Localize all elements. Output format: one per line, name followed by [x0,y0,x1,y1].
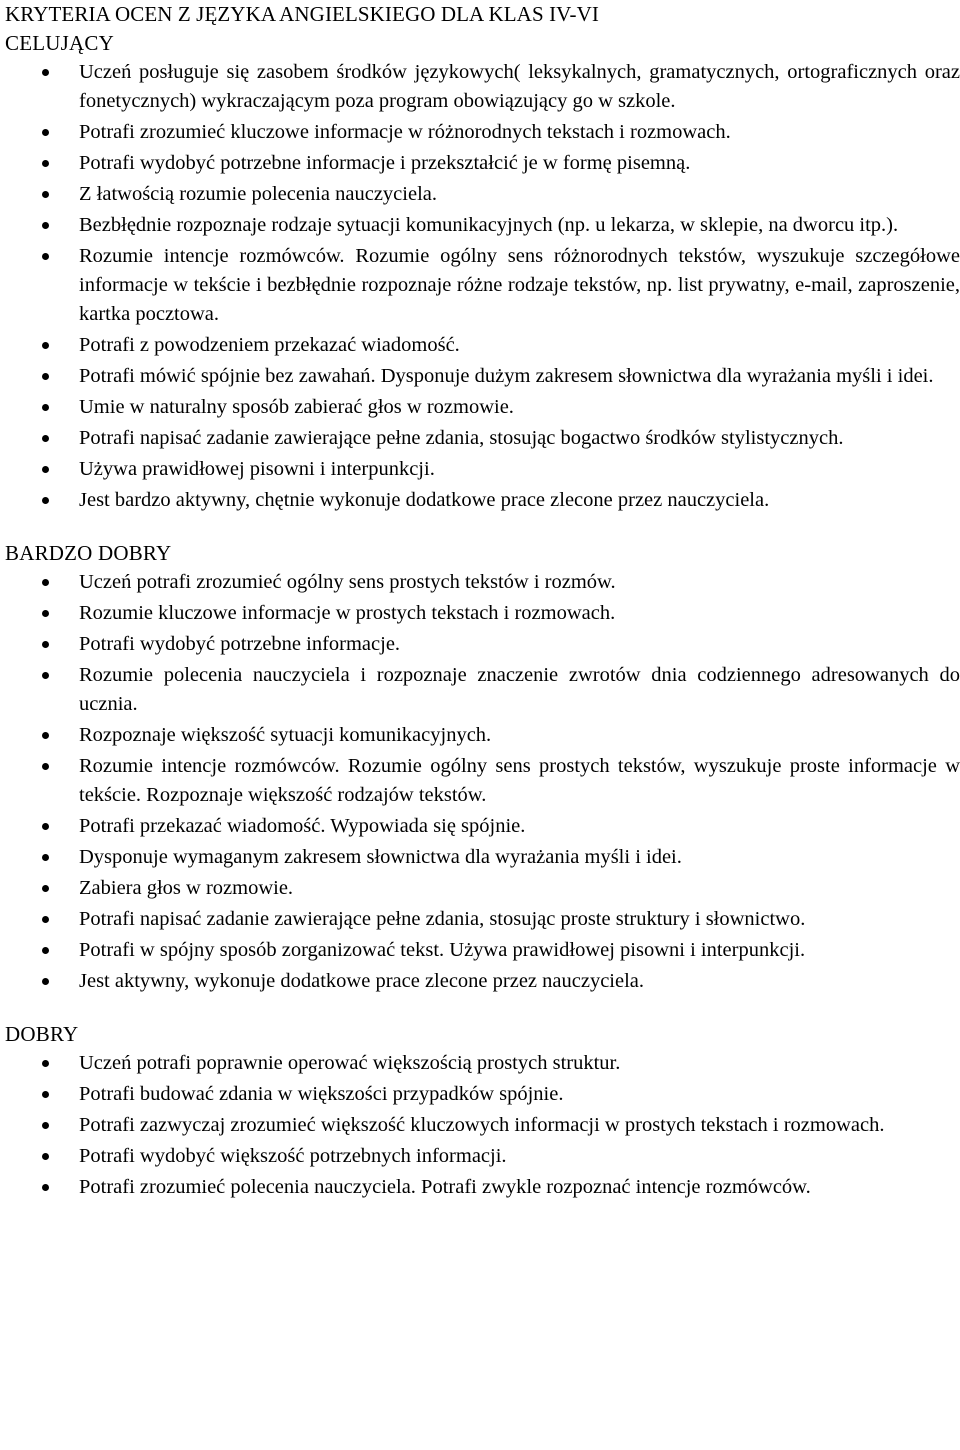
criteria-list-item [5,874,960,903]
criteria-text: Jest bardzo aktywny, chętnie wykonuje dodatkowe prace zlecone przez nauczyciela. [79,489,770,511]
criteria-text: Rozumie kluczowe informacje w prostych tekstach i rozmowach. [79,602,616,624]
criteria-list-item [5,331,960,360]
document-title: KRYTERIA OCEN Z JĘZYKA ANGIELSKIEGO DLA KLAS IV-VI [5,2,599,26]
criteria-list-item [5,486,960,515]
criteria-text: Rozumie intencje rozmówców. Rozumie ogólny sens różnorodnych tekstów, wyszukuje szczegółowe informacje w tekście i bezbłędnie rozpoznaje różne rodzaje tekstów, np. list prywatny, e-mail, zaproszenie, kartka pocztowa. [79,245,960,325]
criteria-text: Bezbłędnie rozpoznaje rodzaje sytuacji komunikacyjnych (np. u lekarza, w sklepie, na dworcu itp.). [79,214,899,236]
bullet-icon [42,1091,49,1098]
bullet-icon [42,253,49,260]
criteria-text: Używa prawidłowej pisowni i interpunkcji. [79,458,435,480]
grade-heading: BARDZO DOBRY [5,541,172,565]
bullet-icon [42,823,49,830]
criteria-list-item [5,393,960,422]
bullet-icon [42,129,49,136]
criteria-text: Potrafi z powodzeniem przekazać wiadomość. [79,334,460,356]
bullet-icon [42,672,49,679]
criteria-text: Dysponuje wymaganym zakresem słownictwa dla wyrażania myśli i idei. [79,846,682,868]
criteria-list-item [5,180,960,209]
bullet-icon [42,497,49,504]
criteria-text: Potrafi mówić spójnie bez zawahań. Dysponuje dużym zakresem słownictwa dla wyrażania myśli i idei. [79,365,934,387]
bullet-icon [42,610,49,617]
criteria-list-item [5,149,960,178]
criteria-text: Potrafi zrozumieć kluczowe informacje w różnorodnych tekstach i rozmowach. [79,121,731,143]
criteria-list-item [5,1111,960,1140]
criteria-list-item [5,599,960,628]
criteria-text: Rozumie polecenia nauczyciela i rozpoznaje znaczenie zwrotów dnia codziennego adresowanych do ucznia. [79,664,960,715]
criteria-list-item [5,721,960,750]
criteria-list-item [5,936,960,965]
criteria-list-item [5,1080,960,1109]
criteria-list-item [5,967,960,996]
criteria-text: Potrafi wydobyć potrzebne informacje. [79,633,401,655]
criteria-text: Z łatwością rozumie polecenia nauczyciela. [79,183,437,205]
bullet-icon [42,1060,49,1067]
grade-heading: CELUJĄCY [5,31,114,55]
bullet-icon [42,763,49,770]
criteria-list-item [5,211,960,240]
bullet-icon [42,732,49,739]
criteria-list [5,1049,960,1202]
criteria-text: Potrafi wydobyć potrzebne informacje i przekształcić je w formę pisemną. [79,152,691,174]
criteria-text: Zabiera głos w rozmowie. [79,877,294,899]
bullet-icon [42,342,49,349]
criteria-text: Rozumie intencje rozmówców. Rozumie ogólny sens prostych tekstów, wyszukuje proste informacje w tekście. Rozpoznaje większość rodzajów tekstów. [79,755,960,806]
bullet-icon [42,69,49,76]
criteria-list-item [5,1049,960,1078]
bullet-icon [42,978,49,985]
bullet-icon [42,222,49,229]
criteria-list-item [5,455,960,484]
criteria-text: Rozpoznaje większość sytuacji komunikacyjnych. [79,724,492,746]
criteria-text: Potrafi przekazać wiadomość. Wypowiada się spójnie. [79,815,526,837]
criteria-list [5,568,960,996]
bullet-icon [42,404,49,411]
criteria-list-item [5,362,960,391]
criteria-list-item [5,752,960,810]
grade-section [5,539,960,996]
criteria-text: Potrafi budować zdania w większości przypadków spójnie. [79,1083,564,1105]
bullet-icon [42,641,49,648]
bullet-icon [42,191,49,198]
criteria-text: Uczeń potrafi poprawnie operować większością prostych struktur. [79,1052,621,1074]
grade-section [5,29,960,515]
bullet-icon [42,885,49,892]
criteria-list-item [5,812,960,841]
grade-section [5,1020,960,1202]
bullet-icon [42,1122,49,1129]
bullet-icon [42,947,49,954]
criteria-list-item [5,118,960,147]
criteria-text: Potrafi zrozumieć polecenia nauczyciela. Potrafi zwykle rozpoznać intencje rozmówców. [79,1176,811,1198]
criteria-list-item [5,843,960,872]
criteria-text: Potrafi w spójny sposób zorganizować tekst. Używa prawidłowej pisowni i interpunkcji. [79,939,806,961]
criteria-text: Potrafi napisać zadanie zawierające pełne zdania, stosując bogactwo środków stylistycznych. [79,427,844,449]
criteria-text: Uczeń posługuje się zasobem środków językowych( leksykalnych, gramatycznych, ortograficznych oraz fonetycznych) wykraczającym poza program obowiązujący go w szkole. [79,61,960,112]
bullet-icon [42,160,49,167]
bullet-icon [42,916,49,923]
criteria-list-item [5,1173,960,1202]
criteria-sections [5,29,960,1202]
bullet-icon [42,579,49,586]
grade-heading: DOBRY [5,1022,79,1046]
criteria-text: Potrafi wydobyć większość potrzebnych informacji. [79,1145,507,1167]
criteria-list-item [5,58,960,116]
bullet-icon [42,435,49,442]
criteria-text: Jest aktywny, wykonuje dodatkowe prace zlecone przez nauczyciela. [79,970,645,992]
criteria-text: Umie w naturalny sposób zabierać głos w rozmowie. [79,396,514,418]
bullet-icon [42,854,49,861]
criteria-list-item [5,630,960,659]
criteria-text: Potrafi napisać zadanie zawierające pełne zdania, stosując proste struktury i słownictwo. [79,908,806,930]
criteria-list [5,58,960,515]
bullet-icon [42,466,49,473]
criteria-list-item [5,905,960,934]
bullet-icon [42,1184,49,1191]
criteria-text: Uczeń potrafi zrozumieć ogólny sens prostych tekstów i rozmów. [79,571,616,593]
criteria-list-item [5,661,960,719]
bullet-icon [42,1153,49,1160]
criteria-list-item [5,424,960,453]
bullet-icon [42,373,49,380]
criteria-list-item [5,242,960,329]
criteria-list-item [5,1142,960,1171]
criteria-list-item [5,568,960,597]
criteria-text: Potrafi zazwyczaj zrozumieć większość kluczowych informacji w prostych tekstach i rozmowach. [79,1114,885,1136]
